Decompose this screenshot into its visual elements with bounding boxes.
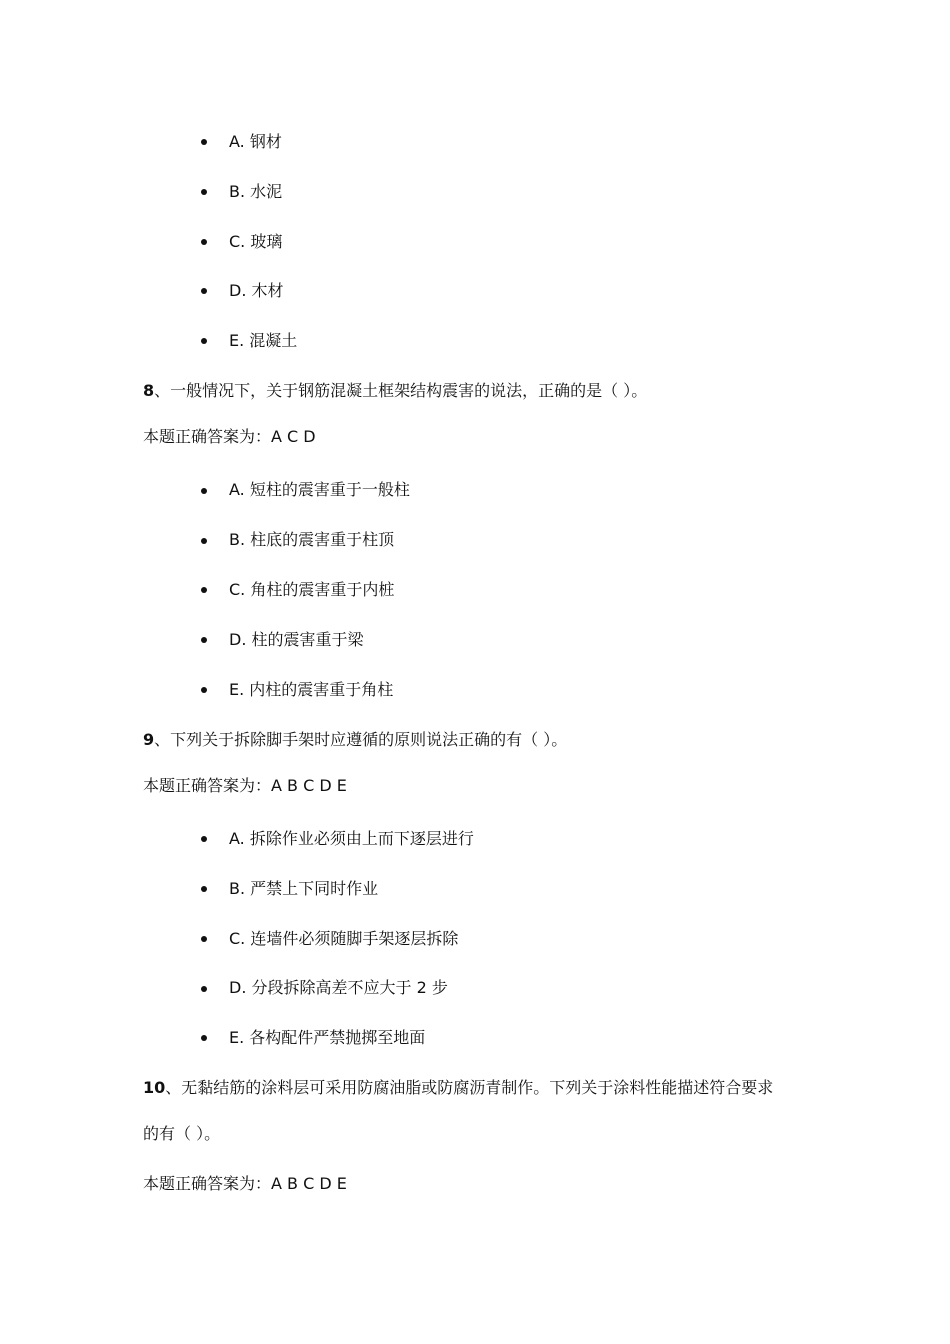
option-text: A. 短柱的震害重于一般柱	[229, 480, 410, 499]
option-text: C. 玻璃	[229, 232, 283, 251]
option-text: C. 角柱的震害重于内桩	[229, 580, 395, 599]
option-text: C. 连墙件必须随脚手架逐层拆除	[229, 929, 459, 948]
question-10-title	[143, 1078, 773, 1098]
option-text: D. 木材	[229, 281, 284, 300]
option-text: E. 混凝土	[229, 331, 298, 350]
bullet-icon	[201, 637, 207, 643]
bullet-icon	[201, 936, 207, 942]
question-10-title-cont: 的有（ ）。	[143, 1124, 221, 1143]
question-8-answer: 本题正确答案为：A C D	[143, 427, 316, 446]
question-number: 10	[143, 1078, 166, 1097]
option-text: E. 内柱的震害重于角柱	[229, 680, 394, 699]
bullet-icon	[201, 836, 207, 842]
option-text: D. 分段拆除高差不应大于 2 步	[229, 978, 448, 997]
option-text: B. 柱底的震害重于柱顶	[229, 530, 395, 549]
bullet-icon	[201, 1035, 207, 1041]
question-text: 、下列关于拆除脚手架时应遵循的原则说法正确的有（ ）。	[154, 730, 568, 749]
option-text: B. 水泥	[229, 182, 283, 201]
question-text: 、无黏结筋的涂料层可采用防腐油脂或防腐沥青制作。下列关于涂料性能描述符合要求	[165, 1078, 774, 1097]
bullet-icon	[201, 288, 207, 294]
question-8-title	[143, 381, 647, 401]
bullet-icon	[201, 338, 207, 344]
bullet-icon	[201, 538, 207, 544]
option-text: A. 拆除作业必须由上而下逐层进行	[229, 829, 474, 848]
bullet-icon	[201, 687, 207, 693]
question-10-answer: 本题正确答案为：A B C D E	[143, 1174, 347, 1193]
bullet-icon	[201, 587, 207, 593]
bullet-icon	[201, 239, 207, 245]
question-number: 8	[143, 381, 155, 400]
option-text: E. 各构配件严禁抛掷至地面	[229, 1028, 426, 1047]
question-9-title	[143, 730, 567, 750]
question-text: 、一般情况下，关于钢筋混凝土框架结构震害的说法，正确的是（ ）。	[154, 381, 648, 400]
question-9-answer: 本题正确答案为：A B C D E	[143, 776, 347, 795]
bullet-icon	[201, 488, 207, 494]
option-text: A. 钢材	[229, 132, 282, 151]
bullet-icon	[201, 886, 207, 892]
question-number: 9	[143, 730, 155, 749]
bullet-icon	[201, 189, 207, 195]
option-text: D. 柱的震害重于梁	[229, 630, 364, 649]
option-text: B. 严禁上下同时作业	[229, 879, 379, 898]
bullet-icon	[201, 139, 207, 145]
bullet-icon	[201, 986, 207, 992]
